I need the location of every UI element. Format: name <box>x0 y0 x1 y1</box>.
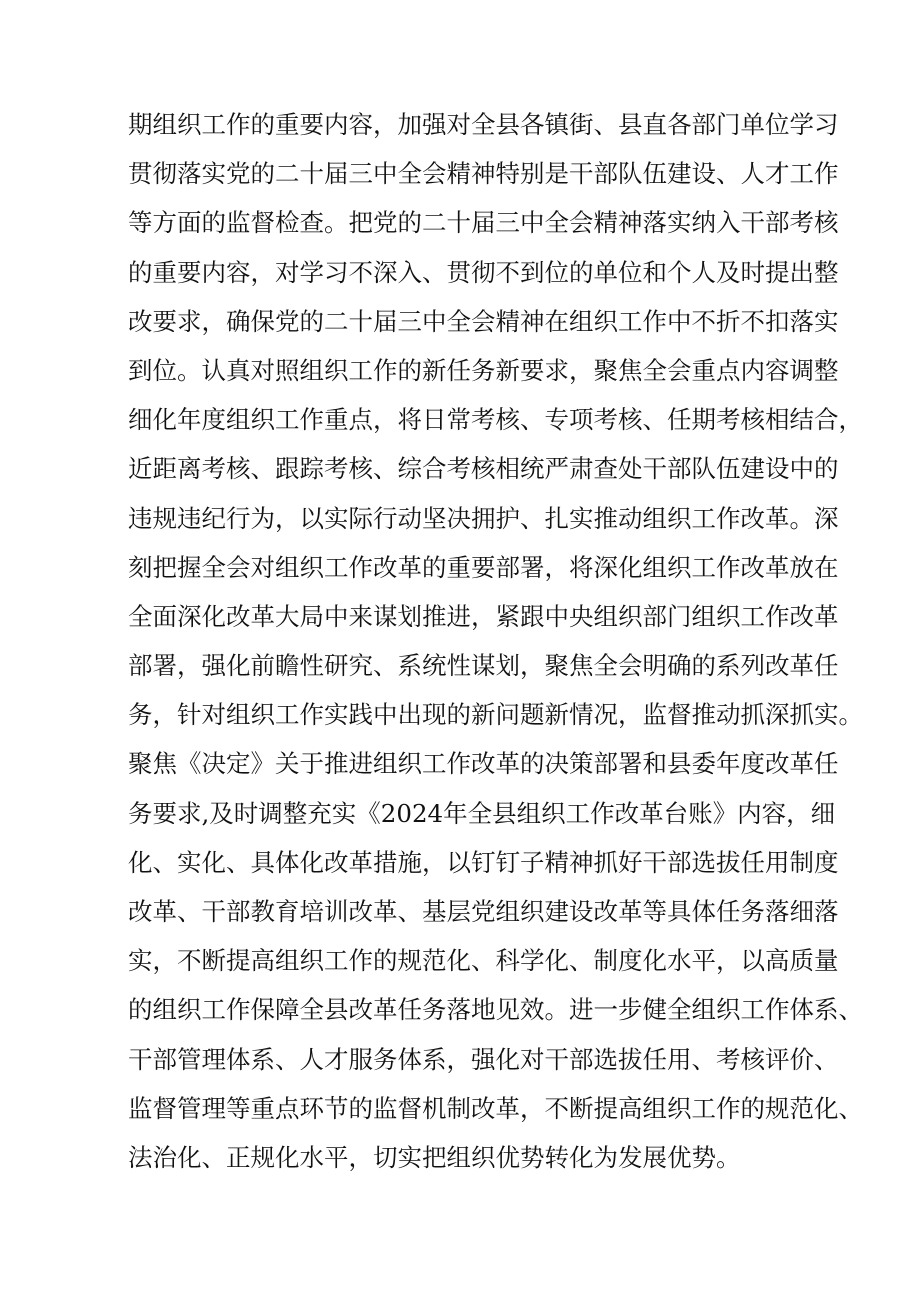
text-line: 监督管理等重点环节的监督机制改革，不断提高组织工作的规范化、 <box>128 1093 863 1123</box>
text-line: 化、实化、具体化改革措施，以钉钉子精神抓好干部选拔任用制度 <box>128 847 839 877</box>
text-line: 违规违纪行为，以实际行动坚决拥护、扎实推动组织工作改革。深 <box>128 503 839 533</box>
text-line: 期组织工作的重要内容，加强对全县各镇街、县直各部门单位学习 <box>128 110 839 139</box>
text-line: 刻把握全会对组织工作改革的重要部署，将深化组织工作改革放在 <box>128 552 839 582</box>
text-line: 改要求，确保党的二十届三中全会精神在组织工作中不折不扣落实 <box>128 306 839 336</box>
text-line: 的重要内容，对学习不深入、贯彻不到位的单位和个人及时提出整 <box>128 257 839 287</box>
body-paragraph <box>128 100 863 1182</box>
text-line: 全面深化改革大局中来谋划推进，紧跟中央组织部门组织工作改革 <box>128 601 839 631</box>
text-line: 聚焦《决定》关于推进组织工作改革的决策部署和县委年度改革任 <box>128 749 839 779</box>
text-line: 等方面的监督检查。把党的二十届三中全会精神落实纳入干部考核 <box>128 208 839 238</box>
text-line: 改革、干部教育培训改革、基层党组织建设改革等具体任务落细落 <box>128 897 839 926</box>
text-line-last: 法治化、正规化水平，切实把组织优势转化为发展优势。 <box>128 1142 741 1172</box>
text-line: 到位。认真对照组织工作的新任务新要求，聚焦全会重点内容调整 <box>128 355 839 385</box>
text-line: 细化年度组织工作重点，将日常考核、专项考核、任期考核相结合， <box>128 405 863 435</box>
text-line: 近距离考核、跟踪考核、综合考核相统严肃查处干部队伍建设中的 <box>128 454 839 484</box>
text-line: 的组织工作保障全县改革任务落地见效。进一步健全组织工作体系、 <box>128 995 863 1025</box>
text-line: 干部管理体系、人才服务体系，强化对干部选拔任用、考核评价、 <box>128 1044 839 1074</box>
text-line: 务，针对组织工作实践中出现的新问题新情况，监督推动抓深抓实。 <box>128 700 863 730</box>
text-line: 部署，强化前瞻性研究、系统性谋划，聚焦全会明确的系列改革任 <box>128 651 839 681</box>
text-line: 实，不断提高组织工作的规范化、科学化、制度化水平，以高质量 <box>128 946 839 976</box>
text-line: 贯彻落实党的二十届三中全会精神特别是干部队伍建设、人才工作 <box>128 159 839 189</box>
text-line: 务要求,及时调整充实《2024年全县组织工作改革台账》内容，细 <box>128 798 836 828</box>
